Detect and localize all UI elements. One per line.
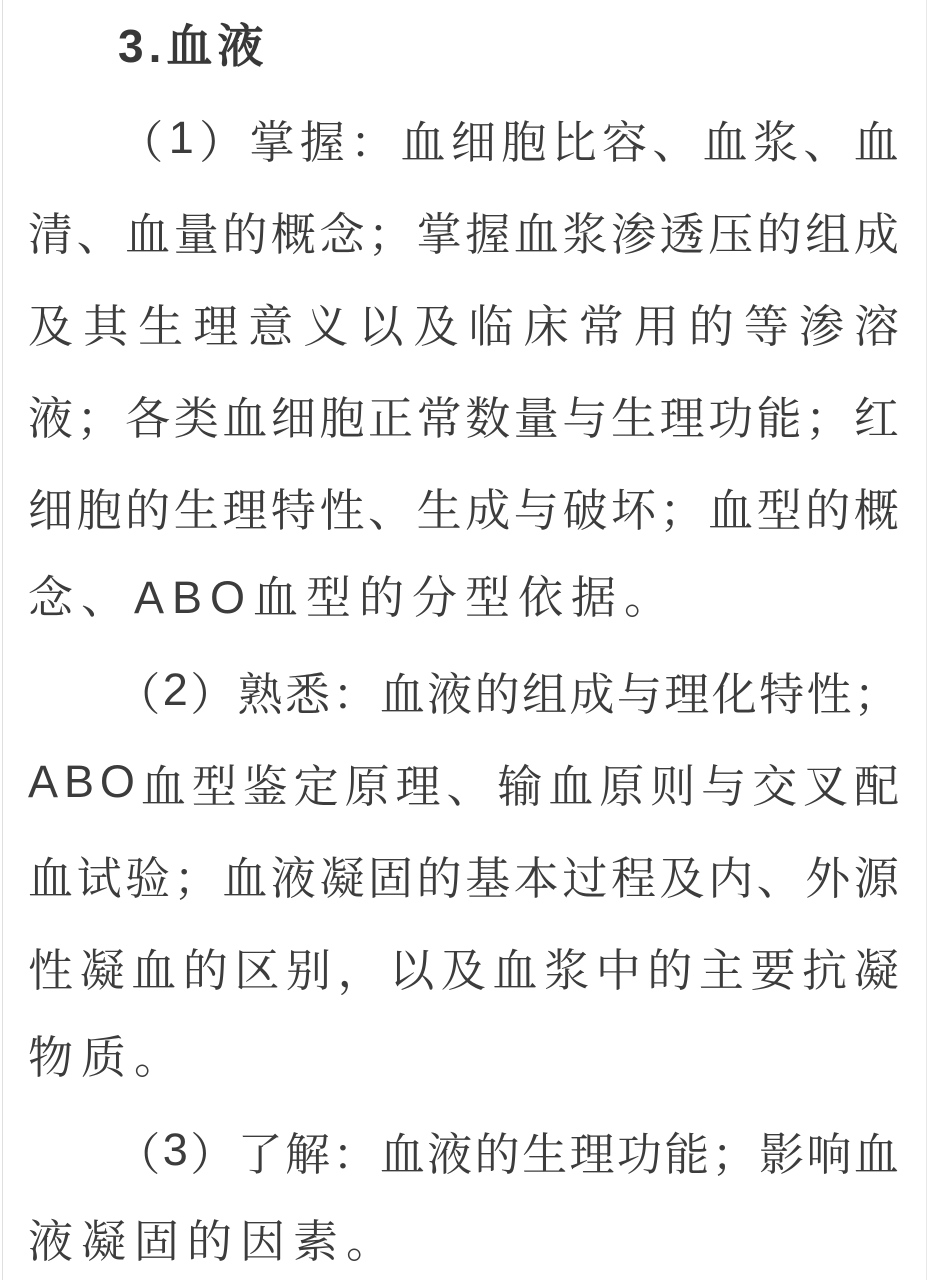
text-line: A B O 血 型 鉴 定 原 理 、 输 血 原 则 与 交 叉 配: [28, 756, 899, 812]
text-line: 液 ； 各 类 血 细 胞 正 常 数 量 与 生 理 功 能 ； 红: [28, 392, 899, 444]
text-line: 血 试 验 ； 血 液 凝 固 的 基 本 过 程 及 内 、 外 源: [28, 852, 899, 904]
text-line: （ 2 ） 熟 悉 ： 血 液 的 组 成 与 理 化 特 性 ；: [115, 664, 899, 720]
text-line: （ 3 ） 了 解 ： 血 液 的 生 理 功 能 ； 影 响 血: [115, 1124, 899, 1180]
page-edge-right-line: [926, 0, 927, 1280]
text-line: 物质。: [28, 1032, 188, 1083]
text-line: 细 胞 的 生 理 特 性 、 生 成 与 破 坏 ； 血 型 的 概: [28, 484, 899, 536]
text-line: （ 1 ） 掌 握 ： 血 细 胞 比 容 、 血 浆 、 血: [118, 112, 899, 168]
page-edge-left-line: [2, 0, 3, 1280]
text-line: 及 其 生 理 意 义 以 及 临 床 常 用 的 等 渗 溶: [28, 300, 899, 352]
section-heading: 3.血液: [118, 20, 269, 72]
text-line: 念、ABO血型的分型依据。: [28, 572, 678, 623]
text-line: 液凝固的因素。: [28, 1216, 400, 1267]
text-line: 清 、 血 量 的 概 念 ； 掌 握 血 浆 渗 透 压 的 组 成: [28, 208, 899, 260]
text-line: 性 凝 血 的 区 别 ， 以 及 血 浆 中 的 主 要 抗 凝: [28, 944, 899, 996]
